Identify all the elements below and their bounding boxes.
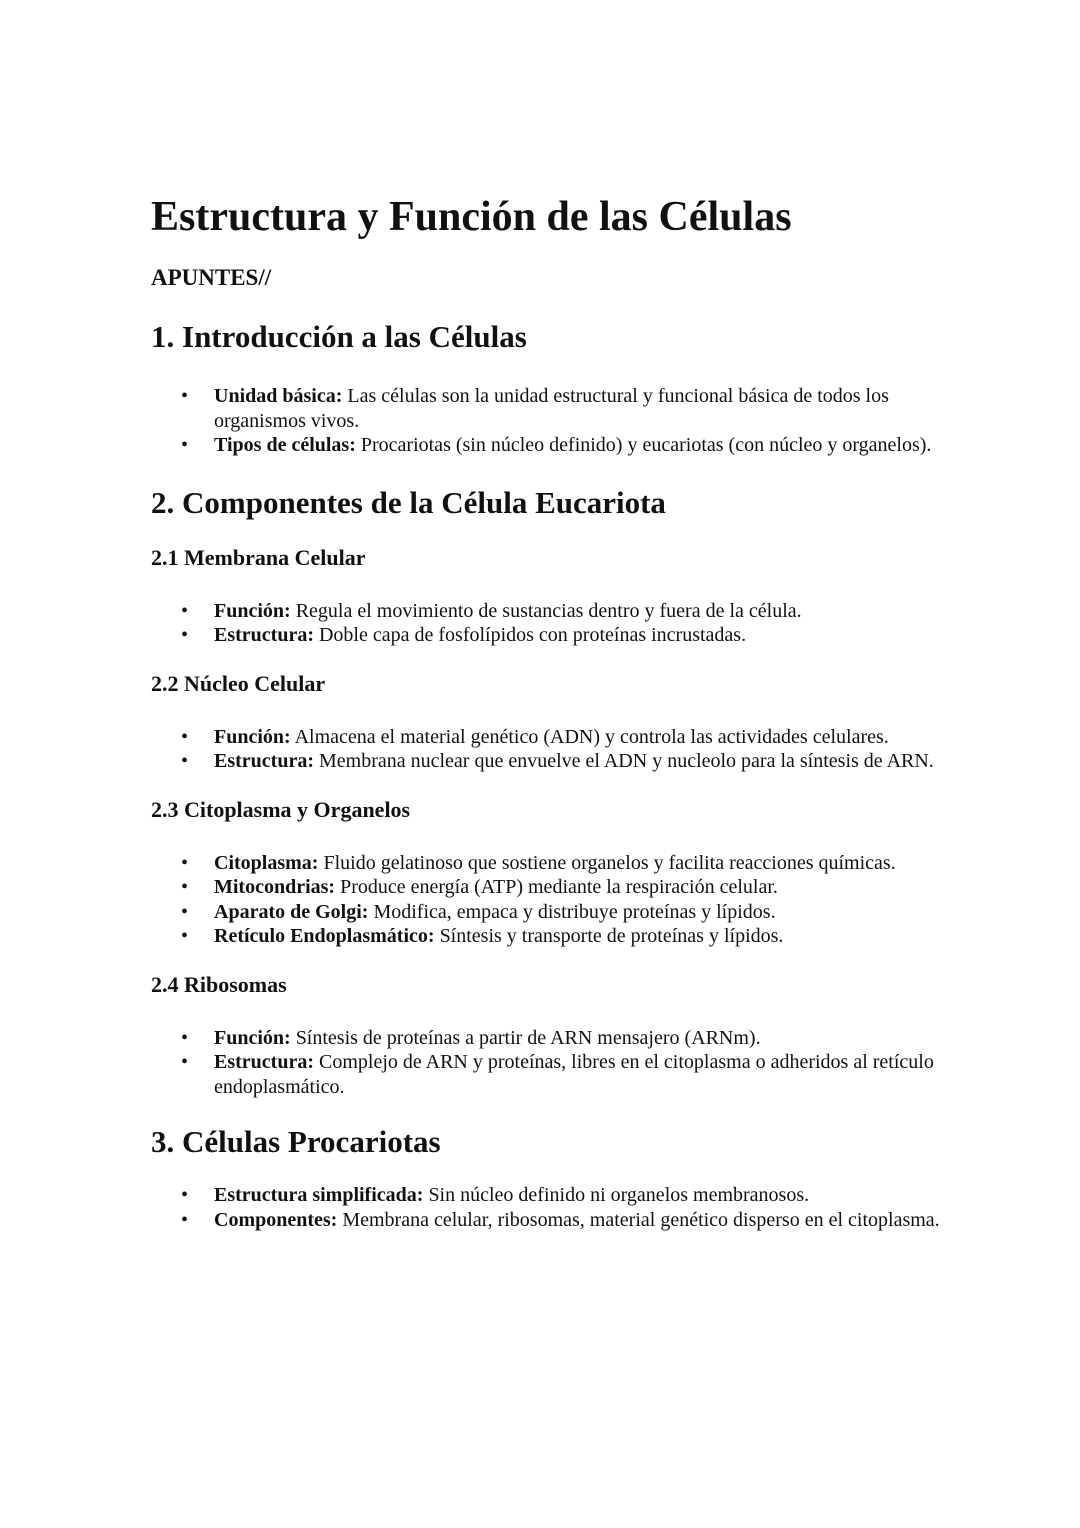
item-text: Regula el movimiento de sustancias dentro y fuera de la célula.: [290, 599, 802, 622]
bullet-marker: •: [181, 1208, 189, 1231]
bullet-marker: •: [181, 1184, 189, 1206]
bullet-list-procariotas: [151, 1183, 951, 1232]
item-text: Almacena el material genético (ADN) y controla las actividades celulares.: [290, 725, 889, 748]
bullet-marker: •: [181, 599, 189, 622]
list-item: [151, 599, 951, 624]
list-item: [151, 384, 951, 433]
item-text: Membrana nuclear que envuelve el ADN y nucleolo para la síntesis de ARN.: [313, 750, 934, 772]
section-heading-procariotas: 3. Células Procariotas: [151, 1124, 441, 1159]
item-text: Complejo de ARN y proteínas, libres en el citoplasma o adheridos al retículo endoplasmático.: [214, 1051, 934, 1098]
bullet-marker: •: [181, 1051, 189, 1073]
item-term: Unidad básica:: [214, 385, 343, 407]
list-item: [151, 1026, 951, 1051]
bullet-list-citoplasma: [151, 851, 951, 949]
item-term: Tipos de células:: [214, 434, 356, 456]
list-item: [151, 623, 951, 648]
item-term: Componentes:: [214, 1208, 338, 1231]
item-text: Procariotas (sin núcleo definido) y eucariotas (con núcleo y organelos).: [355, 434, 932, 456]
item-term: Estructura:: [214, 1051, 314, 1073]
item-text: Modifica, empaca y distribuye proteínas y lípidos.: [368, 900, 776, 923]
bullet-marker: •: [181, 434, 189, 456]
bullet-marker: •: [181, 385, 189, 407]
item-term: Mitocondrias:: [214, 876, 336, 898]
list-item: [151, 900, 951, 925]
bullet-marker: •: [181, 725, 189, 748]
document-page: [151, 192, 951, 1232]
item-term: Aparato de Golgi:: [214, 900, 369, 923]
list-item: [151, 1050, 951, 1099]
item-term: Estructura:: [214, 750, 314, 772]
bullet-marker: •: [181, 900, 189, 923]
item-term: Función:: [214, 1026, 291, 1049]
bullet-marker: •: [181, 876, 189, 898]
item-term: Estructura simplificada:: [214, 1184, 424, 1206]
list-item: [151, 924, 951, 949]
item-text: Síntesis de proteínas a partir de ARN mensajero (ARNm).: [290, 1026, 761, 1049]
item-term: Citoplasma:: [214, 851, 319, 874]
item-term: Retículo Endoplasmático:: [214, 925, 435, 947]
list-item: [151, 851, 951, 876]
section-heading-introduccion: 1. Introducción a las Células: [151, 319, 527, 354]
section-heading-componentes: 2. Componentes de la Célula Eucariota: [151, 484, 666, 520]
item-text: Membrana celular, ribosomas, material genético disperso en el citoplasma.: [337, 1208, 940, 1231]
item-text: Sin núcleo definido ni organelos membranosos.: [423, 1184, 810, 1206]
subtitle-apuntes: APUNTES//: [151, 265, 272, 290]
item-text: Produce energía (ATP) mediante la respiración celular.: [335, 876, 778, 898]
bullet-list-nucleo: [151, 725, 951, 774]
bullet-list-membrana: [151, 599, 951, 648]
list-item: [151, 875, 951, 900]
bullet-marker: •: [181, 925, 189, 947]
item-text: Doble capa de fosfolípidos con proteínas incrustadas.: [313, 624, 747, 646]
item-term: Estructura:: [214, 624, 314, 646]
bullet-marker: •: [181, 851, 189, 874]
bullet-list-ribosomas: [151, 1026, 951, 1100]
list-item: [151, 749, 951, 774]
list-item: [151, 433, 951, 458]
item-text: Las células son la unidad estructural y funcional básica de todos los organismos vivos.: [214, 385, 889, 432]
bullet-marker: •: [181, 750, 189, 772]
list-item: [151, 1208, 951, 1233]
item-term: Función:: [214, 725, 291, 748]
bullet-marker: •: [181, 624, 189, 646]
list-item: [151, 1183, 951, 1208]
item-text: Fluido gelatinoso que sostiene organelos y facilita reacciones químicas.: [318, 851, 896, 874]
subsection-heading-ribosomas: 2.4 Ribosomas: [151, 971, 287, 997]
list-item: [151, 725, 951, 750]
item-term: Función:: [214, 599, 291, 622]
subsection-heading-nucleo: 2.2 Núcleo Celular: [151, 670, 326, 696]
bullet-list-introduccion: [151, 384, 951, 458]
subsection-heading-citoplasma: 2.3 Citoplasma y Organelos: [151, 796, 411, 822]
subsection-heading-membrana: 2.1 Membrana Celular: [151, 544, 366, 570]
item-text: Síntesis y transporte de proteínas y lípidos.: [434, 925, 784, 947]
page-title: Estructura y Función de las Células: [151, 194, 792, 240]
bullet-marker: •: [181, 1026, 189, 1049]
